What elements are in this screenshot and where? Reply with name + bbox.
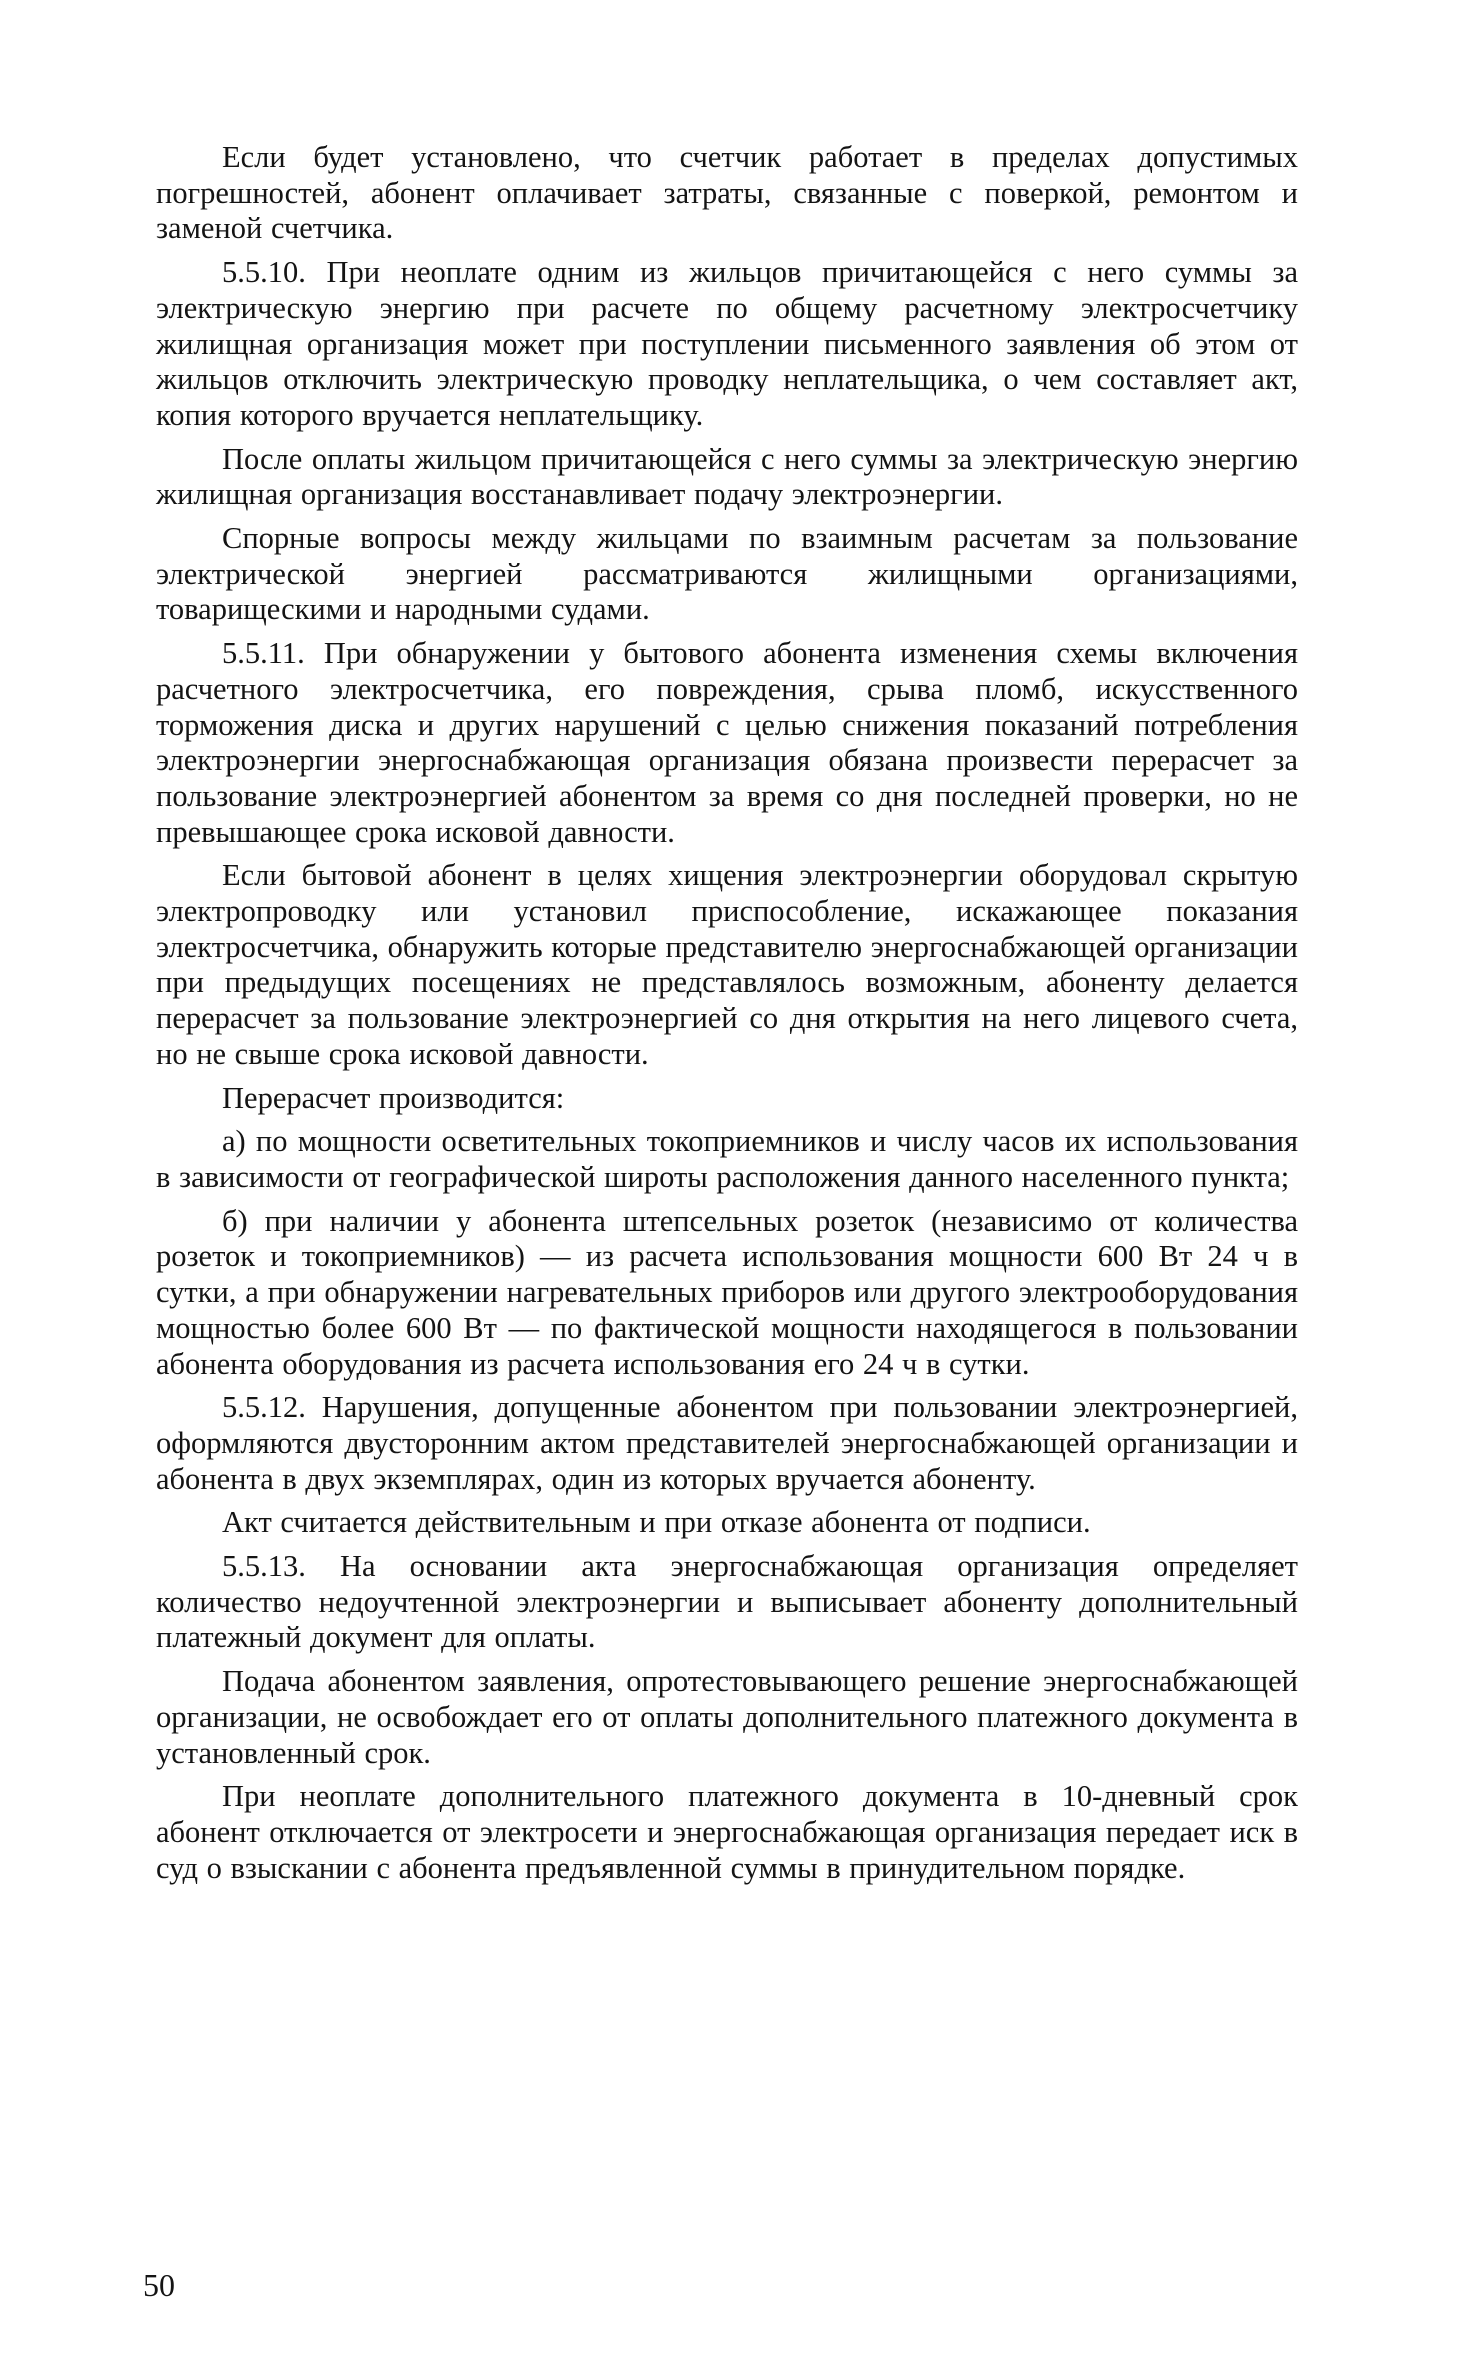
paragraph-act-valid: Акт считается действительным и при отказе абонента от подписи.	[222, 1505, 1091, 1540]
paragraph-5-5-13: 5.5.13. На основании акта энергоснабжающая организация определяет количество недоучтенной электроэнергии и выписывает абоненту дополнительный платежный документ для оплаты.	[156, 1549, 1298, 1655]
paragraph-recalc-heading: Перерасчет производится:	[222, 1080, 565, 1115]
paragraph-5-5-10: 5.5.10. При неоплате одним из жильцов причитающейся с него суммы за электрическую энергию при расчете по общему расчетному электросчетчику жилищная организация может при поступлении письменного заявления об этом от жильцов отключить электрическую проводку неплательщика, о чем составляет акт, копия которого вручается неплательщику.	[156, 255, 1298, 432]
paragraph-5-5-11: 5.5.11. При обнаружении у бытового абонента изменения схемы включения расчетного электросчетчика, его повреждения, срыва пломб, искусственного торможения диска и других нарушений с целью снижения показаний потребления электроэнергии энергоснабжающая организация обязана произвести перерасчет за пользование электроэнергией абонентом за время со дня последней проверки, но не превышающее срока исковой давности.	[156, 636, 1298, 849]
paragraph-5-5-12: 5.5.12. Нарушения, допущенные абонентом при пользовании электроэнергией, оформляются двусторонним актом представителей энергоснабжающей организации и абонента в двух экземплярах, один из которых вручается абоненту.	[156, 1390, 1298, 1496]
paragraph-restore-supply: После оплаты жильцом причитающейся с него суммы за электрическую энергию жилищная организация восстанавливает подачу электроэнергии.	[156, 441, 1298, 512]
paragraph-meter-tolerance: Если будет установлено, что счетчик работает в пределах допустимых погрешностей, абонент оплачивает затраты, связанные с поверкой, ремонтом и заменой счетчика.	[156, 140, 1298, 246]
paragraph-hidden-wiring: Если бытовой абонент в целях хищения электроэнергии оборудовал скрытую электропроводку или установил приспособление, искажающее показания электросчетчика, обнаружить которые представителю энергоснабжающей организации при предыдущих посещениях не представлялось возможным, абоненту делается перерасчет за пользование электроэнергией со дня открытия на него лицевого счета, но не свыше срока исковой давности.	[156, 858, 1298, 1071]
paragraph-recalc-b: б) при наличии у абонента штепсельных розеток (независимо от количества розеток и токоприемников) — из расчета использования мощности 600 Вт 24 ч в сутки, а при обнаружении нагревательных приборов или другого электрооборудования мощностью более 600 Вт — по фактической мощности находящегося в пользовании абонента оборудования из расчета использования его 24 ч в сутки.	[156, 1203, 1298, 1381]
paragraph-non-payment: При неоплате дополнительного платежного документа в 10-дневный срок абонент отключается от электросети и энергоснабжающая организация передает иск в суд о взыскании с абонента предъявленной суммы в принудительном порядке.	[156, 1779, 1298, 1885]
paragraph-disputes: Спорные вопросы между жильцами по взаимным расчетам за пользование электрической энергией рассматриваются жилищными организациями, товарищескими и народными судами.	[156, 521, 1298, 627]
body-text	[156, 140, 1298, 1886]
paragraph-protest: Подача абонентом заявления, опротестовывающего решение энергоснабжающей организации, не освобождает его от оплаты дополнительного платежного документа в установленный срок.	[156, 1664, 1298, 1770]
page-number: 50	[143, 2267, 175, 2303]
paragraph-recalc-a: а) по мощности осветительных токоприемников и числу часов их использования в зависимости от географической широты расположения данного населенного пункта;	[156, 1124, 1298, 1194]
